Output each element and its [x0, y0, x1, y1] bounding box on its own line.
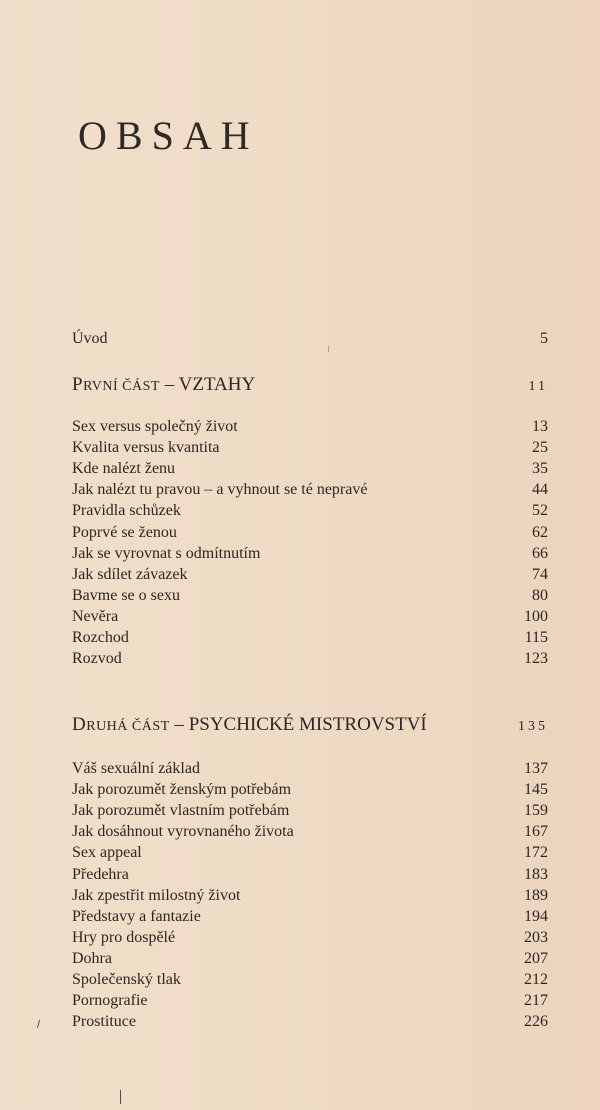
entry-label: Kvalita versus kvantita — [72, 439, 220, 457]
toc-entry — [72, 779, 548, 800]
entry-page: 183 — [524, 865, 548, 883]
entry-page: 203 — [524, 928, 548, 946]
entry-label: Jak zpestřit milostný život — [72, 886, 241, 904]
entry-page: 172 — [524, 844, 548, 862]
entry-label: Sex versus společný život — [72, 418, 238, 435]
entry-label: Jak dosáhnout vyrovnaného života — [72, 823, 294, 841]
entry-label: Poprvé se ženou — [72, 523, 177, 541]
entry-page: 100 — [524, 607, 548, 625]
entry-label: Nevěra — [72, 607, 119, 625]
entry-label: Jak sdílet závazek — [72, 565, 188, 583]
entry-label: Pornografie — [72, 992, 148, 1010]
toc-entry — [72, 758, 548, 779]
entry-page: 35 — [532, 460, 548, 478]
toc-entry — [72, 543, 548, 564]
entry-label: Jak se vyrovnat s odmítnutím — [72, 544, 261, 562]
toc-entry — [72, 990, 548, 1011]
part-separator: – — [169, 714, 189, 735]
part-prefix: PRVNÍ ČÁST — [72, 374, 160, 395]
entry-label: Jak porozumět vlastním potřebám — [72, 802, 290, 820]
entry-label: Bavme se o sexu — [72, 586, 180, 604]
entry-page: 145 — [524, 781, 548, 799]
paper-speck — [328, 346, 329, 352]
entry-page: 44 — [532, 481, 548, 499]
entry-page: 189 — [524, 886, 548, 904]
toc-entry — [72, 821, 548, 842]
part-heading-1 — [72, 374, 548, 397]
part-title: PSYCHICKÉ MISTROVSTVÍ — [188, 714, 427, 735]
entry-label: Hry pro dospělé — [72, 928, 176, 946]
toc-entry — [72, 416, 548, 437]
toc-entry — [72, 648, 548, 669]
entry-page: 194 — [524, 907, 548, 925]
entry-label: Společenský tlak — [72, 971, 181, 988]
part-title: VZTAHY — [178, 374, 256, 395]
page-title: OBSAH — [78, 113, 259, 158]
part-prefix: DRUHÁ ČÁST — [72, 714, 170, 735]
entry-page: 137 — [524, 760, 548, 777]
entry-label: Rozvod — [72, 650, 122, 668]
entry-page: 5 — [540, 330, 548, 347]
toc-entry-intro — [72, 328, 548, 349]
toc-entry — [72, 948, 548, 969]
toc-entry — [72, 885, 548, 906]
toc-entry — [72, 522, 548, 543]
entry-page: 212 — [524, 971, 548, 988]
entry-page: 226 — [524, 1013, 548, 1031]
toc-entry — [72, 927, 548, 948]
toc-entry — [72, 479, 548, 500]
entry-page: 52 — [532, 502, 548, 520]
part-separator: – — [159, 374, 179, 395]
entry-page: 123 — [524, 650, 548, 668]
entry-label: Sex appeal — [72, 844, 142, 862]
toc-entry — [72, 564, 548, 585]
toc-entry — [72, 627, 548, 648]
part-page: 135 — [518, 719, 548, 734]
paper-speck — [120, 1090, 121, 1104]
entry-page: 115 — [524, 629, 548, 646]
toc-entry — [72, 585, 548, 606]
toc-entry — [72, 864, 548, 885]
entry-page: 217 — [524, 992, 548, 1010]
entry-label: Úvod — [72, 330, 108, 347]
toc-entry — [72, 500, 548, 521]
entry-label: Představy a fantazie — [72, 907, 201, 925]
entry-page: 13 — [532, 418, 548, 435]
toc-entry — [72, 606, 548, 627]
entry-page: 80 — [532, 586, 548, 604]
toc-entry — [72, 437, 548, 458]
entry-label: Jak nalézt tu pravou – a vyhnout se té nepravé — [72, 481, 368, 499]
toc-entry — [72, 969, 548, 990]
toc-entry — [72, 1011, 548, 1032]
paper-speck — [37, 1020, 40, 1028]
entry-page: 62 — [532, 523, 548, 541]
entry-label: Rozchod — [72, 629, 129, 646]
toc-entry — [72, 842, 548, 863]
entry-label: Předehra — [72, 865, 129, 883]
entry-label: Pravidla schůzek — [72, 502, 181, 520]
entry-label: Váš sexuální základ — [72, 760, 200, 777]
entry-page: 25 — [532, 439, 548, 457]
part-heading-2 — [72, 714, 548, 737]
entry-label: Prostituce — [72, 1013, 136, 1031]
entry-page: 207 — [524, 949, 548, 967]
entry-label: Dohra — [72, 949, 112, 967]
entry-label: Jak porozumět ženským potřebám — [72, 781, 292, 799]
entry-label: Kde nalézt ženu — [72, 460, 176, 478]
entry-page: 74 — [532, 565, 548, 583]
entry-page: 66 — [532, 544, 548, 562]
toc-entry — [72, 906, 548, 927]
part-heading-text — [72, 374, 255, 397]
part-page: 11 — [528, 379, 548, 394]
entry-page: 159 — [524, 802, 548, 820]
part-heading-text — [72, 714, 427, 737]
toc-entry — [72, 800, 548, 821]
toc-entry — [72, 458, 548, 479]
entry-page: 167 — [524, 823, 548, 841]
